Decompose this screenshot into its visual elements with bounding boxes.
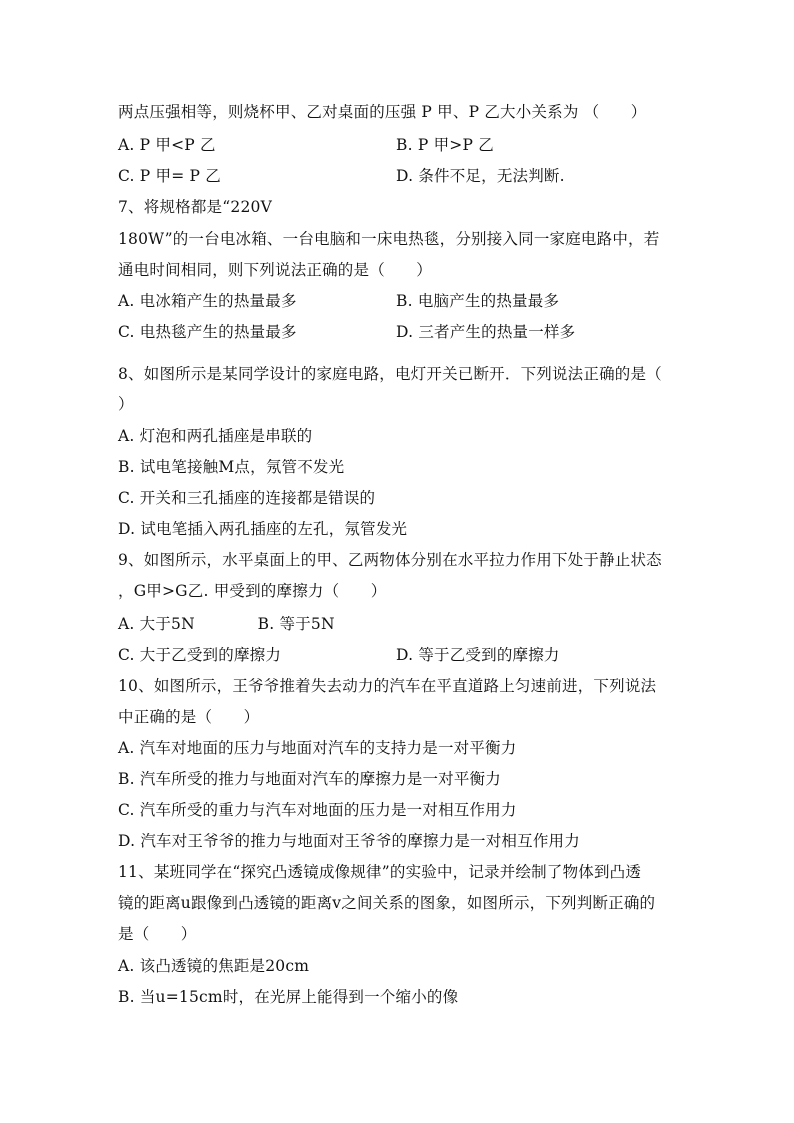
- q9-option-c: C. 大于乙受到的摩擦力: [118, 646, 282, 664]
- question-11-line-2: 镜的距离u跟像到凸透镜的距离v之间关系的图象，如图所示，下列判断正确的: [118, 894, 656, 912]
- q11-option-b: B. 当u=15cm时，在光屏上能得到一个缩小的像: [118, 988, 459, 1006]
- q8-option-b: B. 试电笔接触M点，氖管不发光: [118, 458, 345, 476]
- option-a: A. P 甲<P 乙: [118, 136, 216, 154]
- question-8-line-2: ）: [118, 395, 134, 413]
- q10-option-a: A. 汽车对地面的压力与地面对汽车的支持力是一对平衡力: [118, 739, 517, 757]
- q10-option-c: C. 汽车所受的重力与汽车对地面的压力是一对相互作用力: [118, 801, 517, 819]
- question-10-line-1: 10、如图所示，王爷爷推着失去动力的汽车在平直道路上匀速前进，下列说法: [118, 677, 657, 695]
- q7-option-d: D. 三者产生的热量一样多: [396, 323, 576, 341]
- q7-option-b: B. 电脑产生的热量最多: [396, 292, 560, 310]
- q10-option-b: B. 汽车所受的推力与地面对汽车的摩擦力是一对平衡力: [118, 770, 501, 788]
- q8-option-d: D. 试电笔插入两孔插座的左孔，氖管发光: [118, 520, 408, 538]
- q7-option-c: C. 电热毯产生的热量最多: [118, 323, 297, 341]
- question-7-line-2: 180W”的一台电冰箱、一台电脑和一床电热毯，分别接入同一家庭电路中，若: [118, 230, 660, 248]
- q7-option-a: A. 电冰箱产生的热量最多: [118, 292, 297, 310]
- text-line-intro: 两点压强相等，则烧杯甲、乙对桌面的压强 P 甲、P 乙大小关系为 （ ）: [118, 103, 647, 121]
- q8-option-a: A. 灯泡和两孔插座是串联的: [118, 427, 313, 445]
- q9-option-d: D. 等于乙受到的摩擦力: [396, 646, 560, 664]
- option-c: C. P 甲= P 乙: [118, 167, 221, 185]
- question-11-line-1: 11、某班同学在“探究凸透镜成像规律”的实验中，记录并绘制了物体到凸透: [118, 863, 642, 881]
- question-8-line-1: 8、如图所示是某同学设计的家庭电路，电灯开关已断开．下列说法正确的是（: [118, 365, 662, 383]
- q11-option-a: A. 该凸透镜的焦距是20cm: [118, 957, 310, 975]
- q8-option-c: C. 开关和三孔插座的连接都是错误的: [118, 489, 376, 507]
- question-9-line-2: ，G甲>G乙. 甲受到的摩擦力（ ）: [118, 582, 387, 600]
- q10-option-d: D. 汽车对王爷爷的推力与地面对王爷爷的摩擦力是一对相互作用力: [118, 832, 580, 850]
- question-11-line-3: 是（ ）: [118, 925, 197, 943]
- question-9-line-1: 9、如图所示，水平桌面上的甲、乙两物体分别在水平拉力作用下处于静止状态: [118, 551, 662, 569]
- option-d: D. 条件不足，无法判断.: [396, 167, 565, 185]
- question-10-line-2: 中正确的是（ ）: [118, 708, 260, 726]
- question-7-line-3: 通电时间相同，则下列说法正确的是（ ）: [118, 261, 433, 279]
- q9-option-a-b: A. 大于5N B. 等于5N: [118, 615, 335, 633]
- question-7-line-1: 7、将规格都是“220V: [118, 198, 272, 216]
- option-b: B. P 甲>P 乙: [396, 136, 494, 154]
